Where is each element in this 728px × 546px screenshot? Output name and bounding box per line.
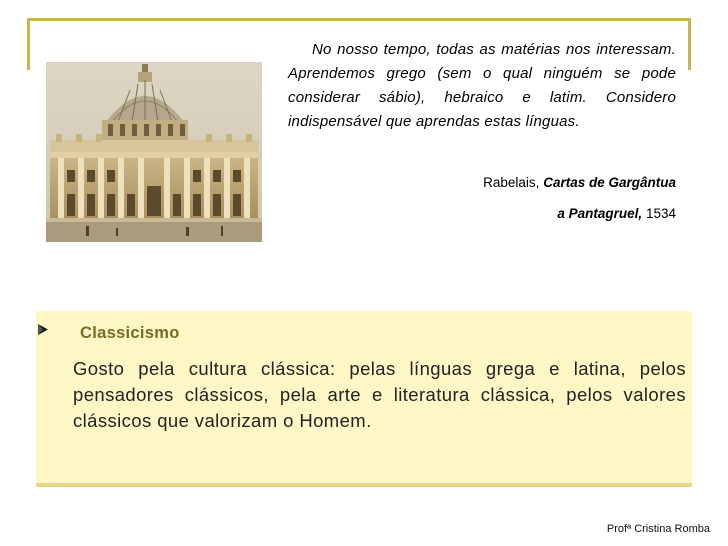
slide-frame-top bbox=[27, 18, 691, 21]
footer-author: Profª Cristina Romba bbox=[606, 523, 710, 535]
citation-year: 1534 bbox=[645, 206, 676, 221]
basilica-photo bbox=[46, 62, 262, 242]
panel-bottom-border bbox=[36, 483, 692, 487]
citation-work-title-2: a Pantagruel, bbox=[557, 206, 643, 221]
citation-author: Rabelais, bbox=[483, 175, 540, 190]
slide-frame-right bbox=[688, 18, 691, 70]
quote-citation-line1 bbox=[483, 174, 676, 192]
section-body-text: Gosto pela cultura clássica: pelas línguas grega e latina, pelos pensadores clássicos, pela arte e literatura clássica, pelos valores clássicos que valorizam o Homem. bbox=[73, 358, 686, 431]
slide-frame-left bbox=[27, 18, 30, 70]
rabelais-quote: No nosso tempo, todas as matérias nos interessam. Aprendemos grego (sem o qual ninguém se pode considerar sábio), hebraico e latim. Considero indispensável que aprendas estas línguas. bbox=[288, 41, 676, 130]
quote-citation-line2 bbox=[557, 205, 676, 223]
square-bullet-icon bbox=[38, 324, 48, 335]
citation-work-title-1: Cartas de Gargântua bbox=[543, 175, 676, 190]
section-heading: Classicismo bbox=[80, 324, 180, 342]
